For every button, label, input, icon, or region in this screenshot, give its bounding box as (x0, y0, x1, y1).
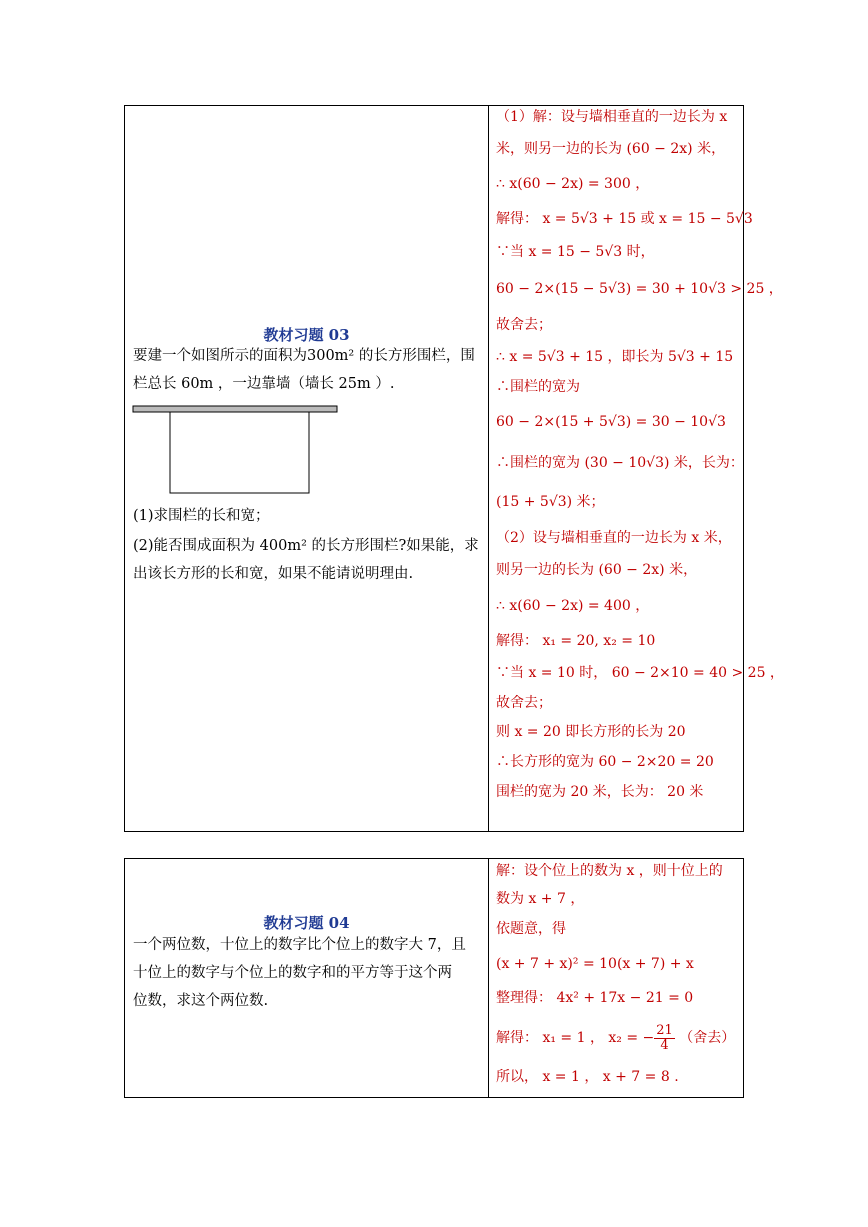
exercise-03-title: 教材习题 03 (263, 326, 350, 344)
exercise-04-solution-cell (488, 859, 743, 1097)
fence-diagram (132, 404, 352, 499)
solution-line: ∴长方形的宽为 60 − 2×20 = 20 (496, 754, 714, 770)
exercise-04-title: 教材习题 04 (263, 914, 350, 932)
solution-line: 整理得： 4x² + 17x − 21 = 0 (496, 990, 694, 1006)
solution-line: 故舍去； (496, 695, 552, 711)
solution-line: 所以， x = 1 ， x + 7 = 8 . (496, 1069, 679, 1085)
solution-line: 故舍去； (496, 317, 552, 333)
solution-line: 数为 x + 7 ， (496, 891, 585, 907)
solution-line: ∵当 x = 15 − 5√3 时， (496, 244, 655, 260)
solution-line (496, 1019, 739, 1057)
solution-line: （1）解：设与墙相垂直的一边长为 x (496, 109, 728, 125)
solution-line: (15 + 5√3) 米； (496, 494, 605, 510)
solution-line: 围栏的宽为 20 米，长为： 20 米 (496, 784, 704, 800)
solution-line: 60 − 2×(15 + 5√3) = 30 − 10√3 (496, 414, 726, 430)
solution-line: ∴ x(60 − 2x) = 400 ， (496, 598, 650, 614)
statement-line: 栏总长 60m ，一边靠墙（墙长 25m ）. (133, 376, 395, 392)
solution-line: ∵当 x = 10 时， 60 − 2×10 = 40 > 25 ， (496, 665, 784, 681)
exercise-04-problem-cell (125, 859, 489, 1097)
solution-line: ∴围栏的宽为 (496, 379, 580, 395)
solution-line: ∴ x(60 − 2x) = 300 ， (496, 176, 650, 192)
exercise-03-questions (125, 502, 488, 588)
exercise-03-table (124, 105, 784, 832)
fence-rectangle (170, 412, 309, 493)
solution-line: 则 x = 20 即长方形的长为 20 (496, 724, 686, 740)
wall (133, 406, 337, 412)
solution-line: 则另一边的长为 (60 − 2x) 米， (496, 562, 698, 578)
question-2-line: 出该长方形的长和宽，如果不能请说明理由. (133, 566, 414, 582)
exercise-03-solution-cell (488, 106, 784, 831)
exercise-03-problem-cell (125, 106, 489, 831)
solution-text: （舍去） (679, 1030, 736, 1046)
solution-line: 解得： x₁ = 20, x₂ = 10 (496, 633, 656, 649)
statement-line: 要建一个如图所示的面积为300m² 的长方形围栏，围 (133, 348, 475, 364)
exercise-04-statement (125, 931, 488, 1015)
statement-line: 位数，求这个两位数. (133, 993, 269, 1009)
fraction-denominator: 4 (660, 1037, 669, 1053)
statement-line: 一个两位数，十位上的数字比个位上的数字大 7，且 (133, 937, 466, 953)
solution-line: （2）设与墙相垂直的一边长为 x 米， (496, 530, 732, 546)
solution-line: (x + 7 + x)² = 10(x + 7) + x (496, 956, 694, 972)
solution-line: 解得： x = 5√3 + 15 或 x = 15 − 5√3 (496, 211, 753, 227)
fraction-numerator: 21 (656, 1022, 673, 1038)
fraction (654, 1024, 675, 1053)
solution-line: 解：设个位上的数为 x ，则十位上的 (496, 863, 723, 879)
solution-text: 解得： x₁ = 1 ， x₂ = − (496, 1030, 655, 1046)
solution-line: 依题意，得 (496, 921, 566, 937)
solution-line: ∴ x = 5√3 + 15 ，即长为 5√3 + 15 (496, 349, 734, 365)
question-1: (1)求围栏的长和宽； (133, 508, 270, 524)
exercise-03-statement (125, 342, 488, 398)
solution-line: 米，则另一边的长为 (60 − 2x) 米， (496, 141, 726, 157)
statement-line: 十位上的数字与个位上的数字和的平方等于这个两 (133, 965, 452, 981)
solution-line: ∴围栏的宽为 (30 − 10√3) 米，长为： (496, 455, 744, 471)
question-2-line: (2)能否围成面积为 400m² 的长方形围栏?如果能，求 (133, 538, 479, 554)
solution-line: 60 − 2×(15 − 5√3) = 30 + 10√3 > 25 ， (496, 281, 783, 297)
exercise-04-table (124, 858, 744, 1098)
